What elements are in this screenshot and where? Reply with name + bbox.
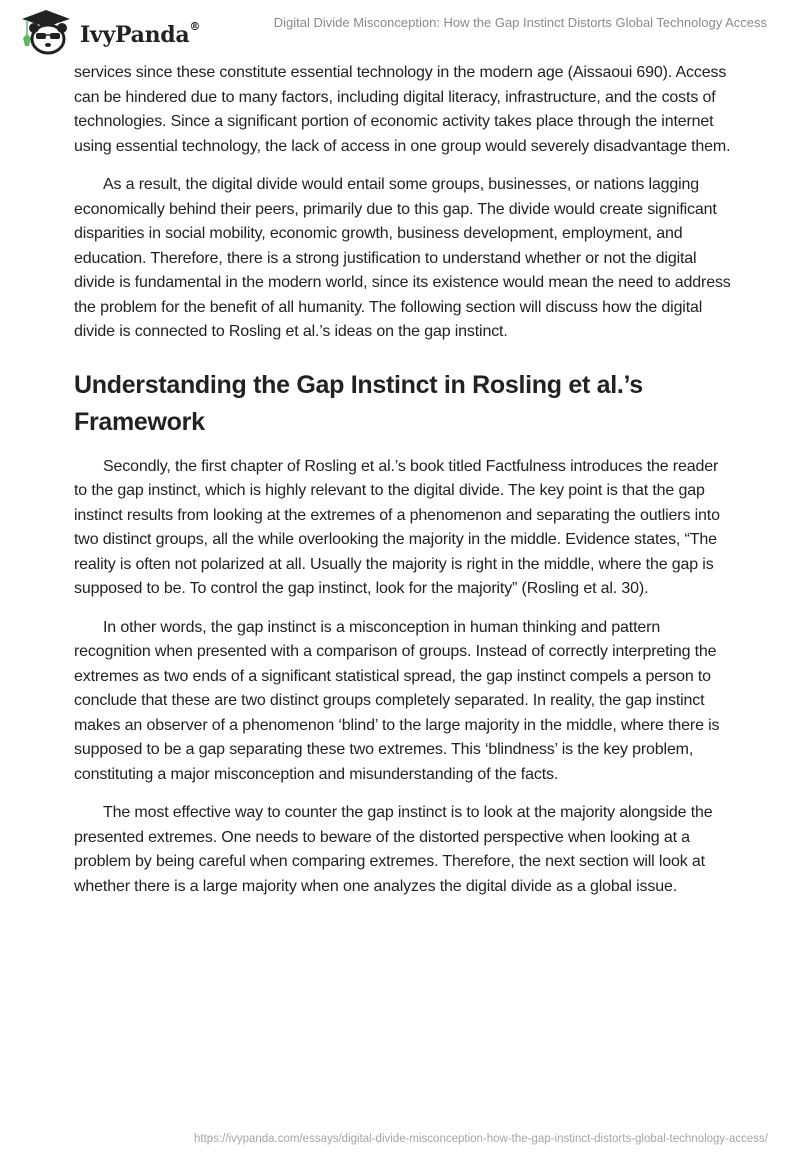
paragraph: In other words, the gap instinct is a misconception in human thinking and pattern recognition when presented with a comparison of groups. Instead of correctly interpreting the extremes as two ends of a significant statistical spread, the gap instinct compels a person to conclude that these are two distinct groups completely separated. In reality, the gap instinct makes an observer of a phenomenon ‘blind’ to the large majority in the middle, where there is supposed to be a gap separating these two extremes. This ‘blindness’ is the key problem, constituting a major misconception and misunderstanding of the facts. — [74, 618, 720, 783]
paragraph: Secondly, the first chapter of Rosling et al.’s book titled Factfulness introduces the reader to the gap instinct, which is highly relevant to the digital divide. The key point is that the gap instinct results from looking at the extremes of a phenomenon and separating the outliers into two distinct groups, all the while overlooking the majority in the middle. Evidence states, “The reality is often not polarized at all. Usually the majority is right in the middle, where the gap is supposed to be. To control the gap instinct, look for the majority” (Rosling et al. 30). — [74, 457, 720, 597]
article-body — [74, 61, 734, 913]
ivypanda-logo[interactable] — [18, 8, 200, 61]
document-title: Digital Divide Misconception: How the Gap Instinct Distorts Global Technology Access — [273, 15, 767, 30]
panda-graduate-icon — [18, 8, 74, 61]
logo-wordmark: IvyPanda® — [80, 19, 201, 48]
section-heading: Understanding the Gap Instinct in Rosling et al.’s Framework — [74, 370, 643, 436]
paragraph: The most effective way to counter the gap instinct is to look at the majority alongside the presented extremes. One needs to beware of the distorted perspective when looking at a problem by being careful when comparing extremes. Therefore, the next section will look at whether there is a large majority when one analyzes the digital divide as a global issue. — [74, 804, 713, 895]
paragraph: As a result, the digital divide would entail some groups, businesses, or nations lagging economically behind their peers, primarily due to this gap. The divide would create significant disparities in social mobility, economic growth, business development, employment, and education. Therefore, there is a strong justification to understand whether or not the digital divide is fundamental in the modern world, since its existence would mean the need to address the problem for the benefit of all humanity. The following section will discuss how the digital divide is connected to Rosling et al.’s ideas on the gap instinct. — [74, 176, 731, 340]
source-url[interactable]: https://ivypanda.com/essays/digital-divide-misconception-how-the-gap-instinct-distorts-global-technology-access/ — [194, 1133, 768, 1145]
page-header — [0, 0, 800, 56]
paragraph: services since these constitute essential technology in the modern age (Aissaoui 690). Access can be hindered due to many factors, including digital literacy, infrastructure, and the costs of technologies. Since a significant portion of economic activity takes place through the internet using essential technology, the lack of access in one group would severely disadvantage them. — [74, 64, 731, 155]
